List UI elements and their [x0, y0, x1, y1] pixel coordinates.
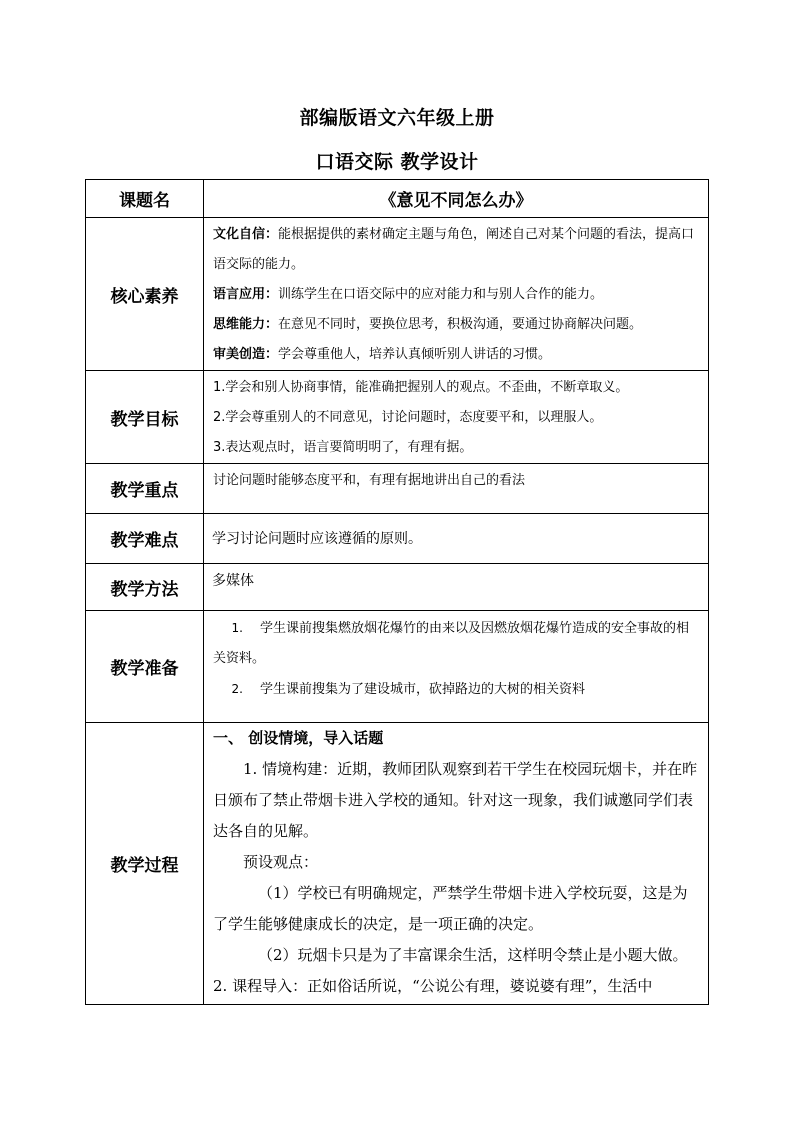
key-points-cell: 讨论问题时能够态度平和，有理有据地讲出自己的看法	[204, 464, 709, 514]
row-label: 教学准备	[86, 611, 204, 723]
row-label: 教学难点	[86, 514, 204, 564]
row-label: 教学过程	[86, 723, 204, 1005]
lesson-title: 《意见不同怎么办》	[204, 180, 709, 218]
method-cell: 多媒体	[204, 564, 709, 611]
paragraph: （2）玩烟卡只是为了丰富课余生活，这样明令禁止是小题大做。	[258, 946, 688, 964]
paragraph: 1. 情境构建：近期，教师团队观察到若干学生在校园玩烟卡，并在昨日颁布了禁止带烟卡进入学校的通知。针对这一现象，我们诚邀同学们表达各自的见解。	[213, 760, 698, 840]
core-literacy-cell	[204, 218, 709, 371]
list-item: 1.学会和别人协商事情，能准确把握别人的观点。不歪曲，不断章取义。	[213, 380, 629, 395]
table-row	[86, 723, 709, 1005]
objectives-cell	[204, 371, 709, 464]
table-row	[86, 371, 709, 464]
document-subtitle: 口语交际 教学设计	[315, 151, 479, 173]
list-item: 2.学会尊重别人的不同意见，讨论问题时，态度要平和，以理服人。	[213, 410, 603, 425]
list-item: 语言应用：训练学生在口语交际中的应对能力和与别人合作的能力。	[213, 287, 604, 302]
process-cell	[204, 723, 709, 1005]
difficulties-cell: 学习讨论问题时应该遵循的原则。	[204, 514, 709, 564]
table-row	[86, 464, 709, 514]
list-item: 审美创造：学会尊重他人，培养认真倾听别人讲话的习惯。	[213, 347, 552, 362]
paragraph: （1）学校已有明确规定，严禁学生带烟卡进入学校玩耍，这是为了学生能够健康成长的决定，是一项正确的决定。	[213, 884, 688, 933]
row-label: 教学方法	[86, 564, 204, 611]
row-label: 核心素养	[86, 218, 204, 371]
list-item: 3.表达观点时，语言要简明明了，有理有据。	[213, 440, 473, 455]
row-label: 教学目标	[86, 371, 204, 464]
document-title: 部编版语文六年级上册	[299, 107, 495, 129]
row-label: 课题名	[86, 180, 204, 218]
table-row	[86, 611, 709, 723]
table-row	[86, 218, 709, 371]
paragraph: 预设观点：	[243, 853, 319, 871]
list-item: 思维能力：在意见不同时，要换位思考，积极沟通，要通过协商解决问题。	[213, 317, 643, 332]
list-item: 2. 学生课前搜集为了建设城市，砍掉路边的大树的相关资料	[231, 682, 586, 697]
table-row	[86, 564, 709, 611]
preparation-cell	[204, 611, 709, 723]
table-row	[86, 180, 709, 218]
list-item: 1. 学生课前搜集燃放烟花爆竹的由来以及因燃放烟花爆竹造成的安全事故的相关资料。	[213, 621, 690, 666]
section-heading: 一、 创设情境，导入话题	[213, 729, 384, 747]
row-label: 教学重点	[86, 464, 204, 514]
lesson-plan-table	[85, 179, 709, 1005]
list-item: 文化自信：能根据提供的素材确定主题与角色，阐述自己对某个问题的看法，提高口语交际的能力。	[213, 227, 695, 272]
table-row	[86, 514, 709, 564]
paragraph: 2. 课程导入：正如俗话所说，“公说公有理，婆说婆有理”，生活中	[213, 977, 653, 995]
